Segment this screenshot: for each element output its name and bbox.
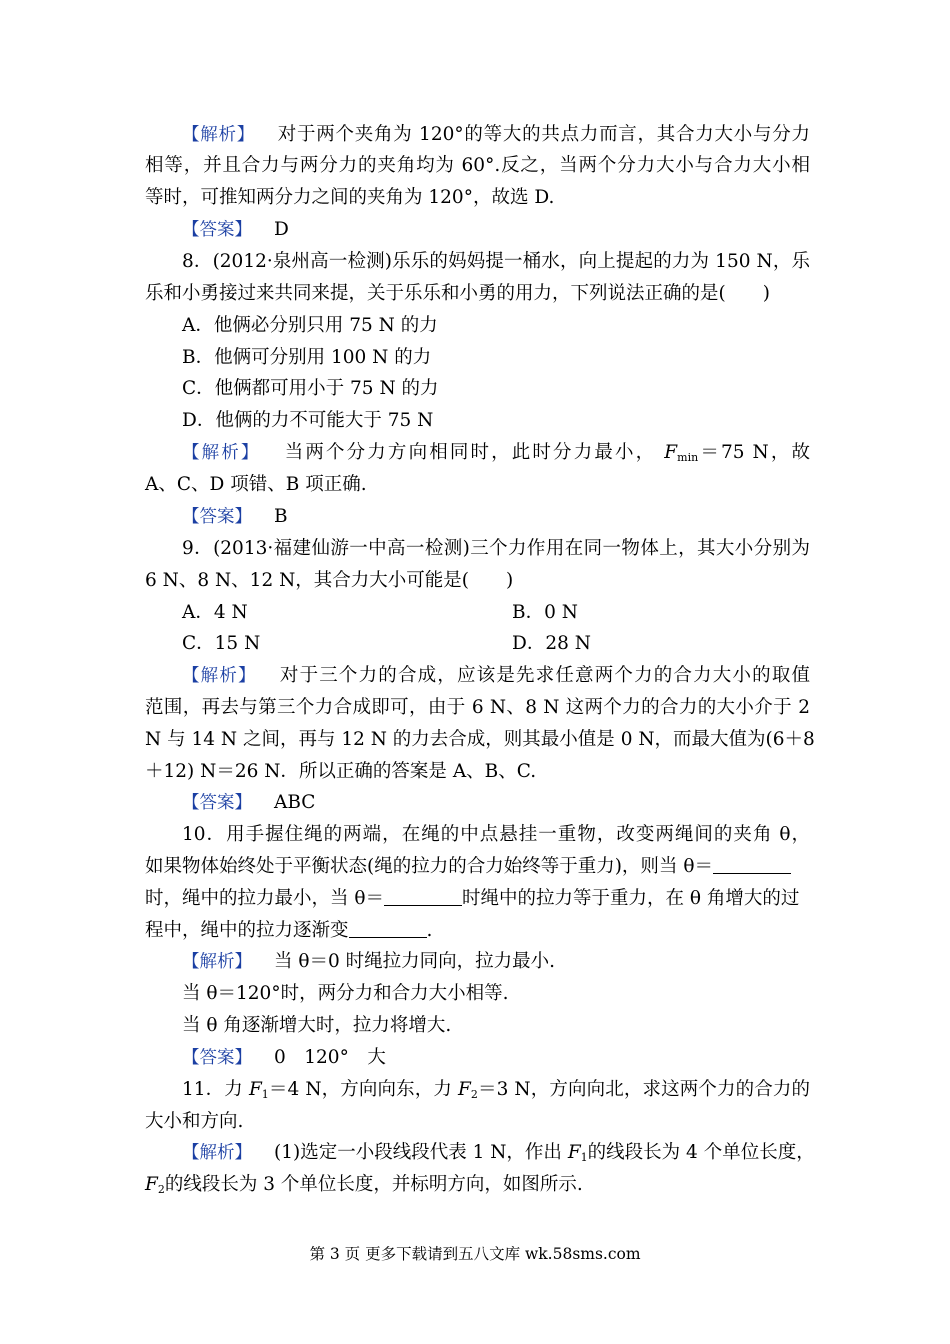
q9-answer: 【答案】 ABC xyxy=(182,792,316,813)
q9-options-row-1 xyxy=(182,598,810,628)
q7-answer: 【答案】 D xyxy=(182,219,289,240)
q11-stem-line-2: 大小和方向. xyxy=(145,1111,244,1132)
q8-stem-line-1: 8．(2012·泉州高一检测)乐乐的妈妈提一桶水，向上提起的力为 150 N，乐 xyxy=(182,251,810,272)
q11-stem-line-1: 11．力 $F_1=4$ N，方向向东，力 $F_2=3$ N，方向向北，求这两个力的合力的 xyxy=(182,1079,810,1101)
q10-analysis-line-3: 当 θ 角逐渐增大时，拉力将增大. xyxy=(182,1015,452,1036)
q8-option-b: B．他俩可分别用 100 N 的力 xyxy=(182,347,432,368)
q8-answer: 【答案】 B xyxy=(182,506,288,527)
q8-option-c: C．他俩都可用小于 75 N 的力 xyxy=(182,378,439,399)
q9-analysis-line-4: ＋12) N＝26 N．所以正确的答案是 A、B、C. xyxy=(145,761,537,782)
answer-blank-2[interactable] xyxy=(384,887,462,906)
analysis-tag: 【解析】 xyxy=(182,125,255,145)
q10-analysis-line-1: 【解析】 当 θ＝0 时绳拉力同向，拉力最小. xyxy=(182,951,556,972)
page-footer: 第 3 页 更多下载请到五八文库 wk.58sms.com xyxy=(309,1245,641,1263)
answer-blank-3[interactable] xyxy=(349,919,427,938)
q7-analysis-line-2: 相等，并且合力与两分力的夹角均为 60°.反之，当两个分力大小与合力大小相 xyxy=(145,155,810,176)
q10-answer: 【答案】 0 120° 大 xyxy=(182,1047,386,1068)
q10-stem-line-2: 如果物体始终处于平衡状态(绳的拉力的合力始终等于重力)，则当 θ＝ xyxy=(145,852,810,882)
q9-stem-line-1: 9．(2013·福建仙游一中高一检测)三个力作用在同一物体上，其大小分别为 xyxy=(182,538,810,559)
q8-option-a: A．他俩必分别只用 75 N 的力 xyxy=(182,315,438,336)
q9-analysis-line-1: 【解析】 对于三个力的合成，应该是先求任意两个力的合力大小的取值 xyxy=(182,665,810,686)
answer-tag: 【答案】 xyxy=(182,220,252,240)
answer-blank-1[interactable] xyxy=(713,855,791,874)
q11-analysis-line-1: 【解析】 (1)选定一小段线段代表 1 N，作出 $F_1$的线段长为 4 个单位长度， xyxy=(182,1142,815,1164)
q10-stem-line-3: 时，绳中的拉力最小，当 θ＝ 时绳中的拉力等于重力，在 θ 角增大的过 xyxy=(145,888,800,909)
q9-option-b: B．0 N xyxy=(512,602,578,623)
q10-analysis-line-2: 当 θ＝120°时，两分力和合力大小相等. xyxy=(182,983,509,1004)
q9-analysis-line-3: N 与 14 N 之间，再与 12 N 的力去合成，则其最小值是 0 N，而最大值为(6＋8 xyxy=(145,729,815,750)
q11-analysis-line-2: $F_2$的线段长为 3 个单位长度，并标明方向，如图所示. xyxy=(145,1174,583,1196)
q8-analysis-line-1: 【解析】 当两个分力方向相同时，此时分力最小， $F_{min}=75$ N，故 xyxy=(182,442,811,464)
q9-stem-line-2: 6 N、8 N、12 N，其合力大小可能是( ) xyxy=(145,570,514,591)
q9-analysis-line-2: 范围，再去与第三个力合成即可，由于 6 N、8 N 这两个力的合力的大小介于 2 xyxy=(145,697,810,718)
q8-analysis-line-2: A、C、D 项错、B 项正确. xyxy=(145,474,367,495)
q9-option-a: A．4 N xyxy=(182,602,248,623)
q9-options-row-2 xyxy=(182,629,810,659)
q10-stem-line-4: 程中，绳中的拉力逐渐变 . xyxy=(145,920,433,941)
q10-stem-line-1: 10．用手握住绳的两端，在绳的中点悬挂一重物，改变两绳间的夹角 θ， xyxy=(182,824,810,845)
q9-option-d: D．28 N xyxy=(512,633,591,654)
q8-option-d: D．他俩的力不可能大于 75 N xyxy=(182,410,434,431)
q7-analysis-line-1: 【解析】 对于两个夹角为 120°的等大的共点力而言，其合力大小与分力 xyxy=(182,124,811,145)
q7-analysis-line-3: 等时，可推知两分力之间的夹角为 120°，故选 D. xyxy=(145,187,555,208)
q9-option-c: C．15 N xyxy=(182,633,261,654)
q8-stem-line-2: 乐和小勇接过来共同来提，关于乐乐和小勇的用力，下列说法正确的是( ) xyxy=(145,283,770,304)
